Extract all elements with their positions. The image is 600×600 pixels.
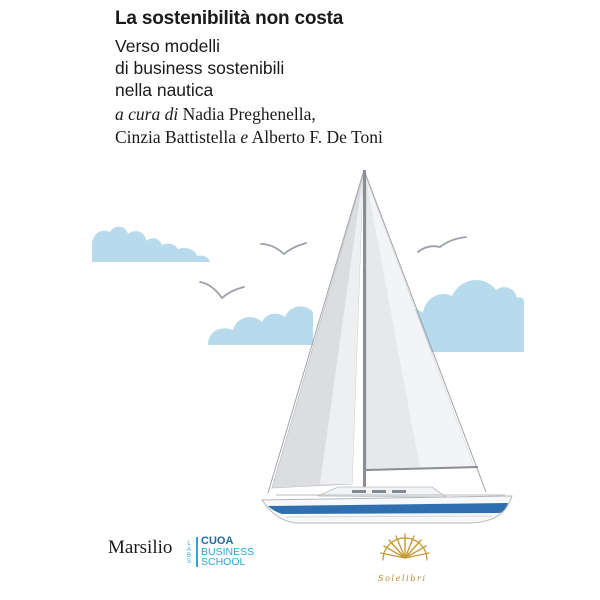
editor-name-3: Alberto F. De Toni: [251, 127, 383, 147]
sun-rays-icon: [381, 534, 429, 560]
publisher-name: Marsilio: [108, 537, 173, 558]
book-title: La sostenibilità non costa: [115, 8, 344, 29]
subtitle-line-1: Verso modelli: [115, 36, 221, 56]
cuoa-divider: [196, 537, 198, 567]
seagull-icon: [200, 282, 244, 298]
subtitle-line-3: nella nautica: [115, 80, 214, 100]
editors-conjunction: e: [240, 127, 249, 147]
cloud-icon: [208, 306, 313, 345]
cloud-icon: [92, 227, 210, 262]
editor-name-1: Nadia Preghenella,: [182, 104, 316, 124]
seagull-icon: [418, 237, 466, 252]
cuoa-line-school: SCHOOL: [201, 556, 246, 568]
editors-prefix: a cura di: [115, 104, 179, 124]
seagull-icon: [261, 243, 306, 254]
subtitle-line-2: di business sostenibili: [115, 58, 285, 78]
labs-label: LABS: [186, 541, 192, 565]
editor-name-2: Cinzia Battistella: [115, 127, 237, 147]
series-name: Solelibri: [378, 574, 427, 583]
cuoa-name: CUOA: [201, 535, 234, 547]
cuoa-line-business: BUSINESS: [201, 546, 255, 558]
